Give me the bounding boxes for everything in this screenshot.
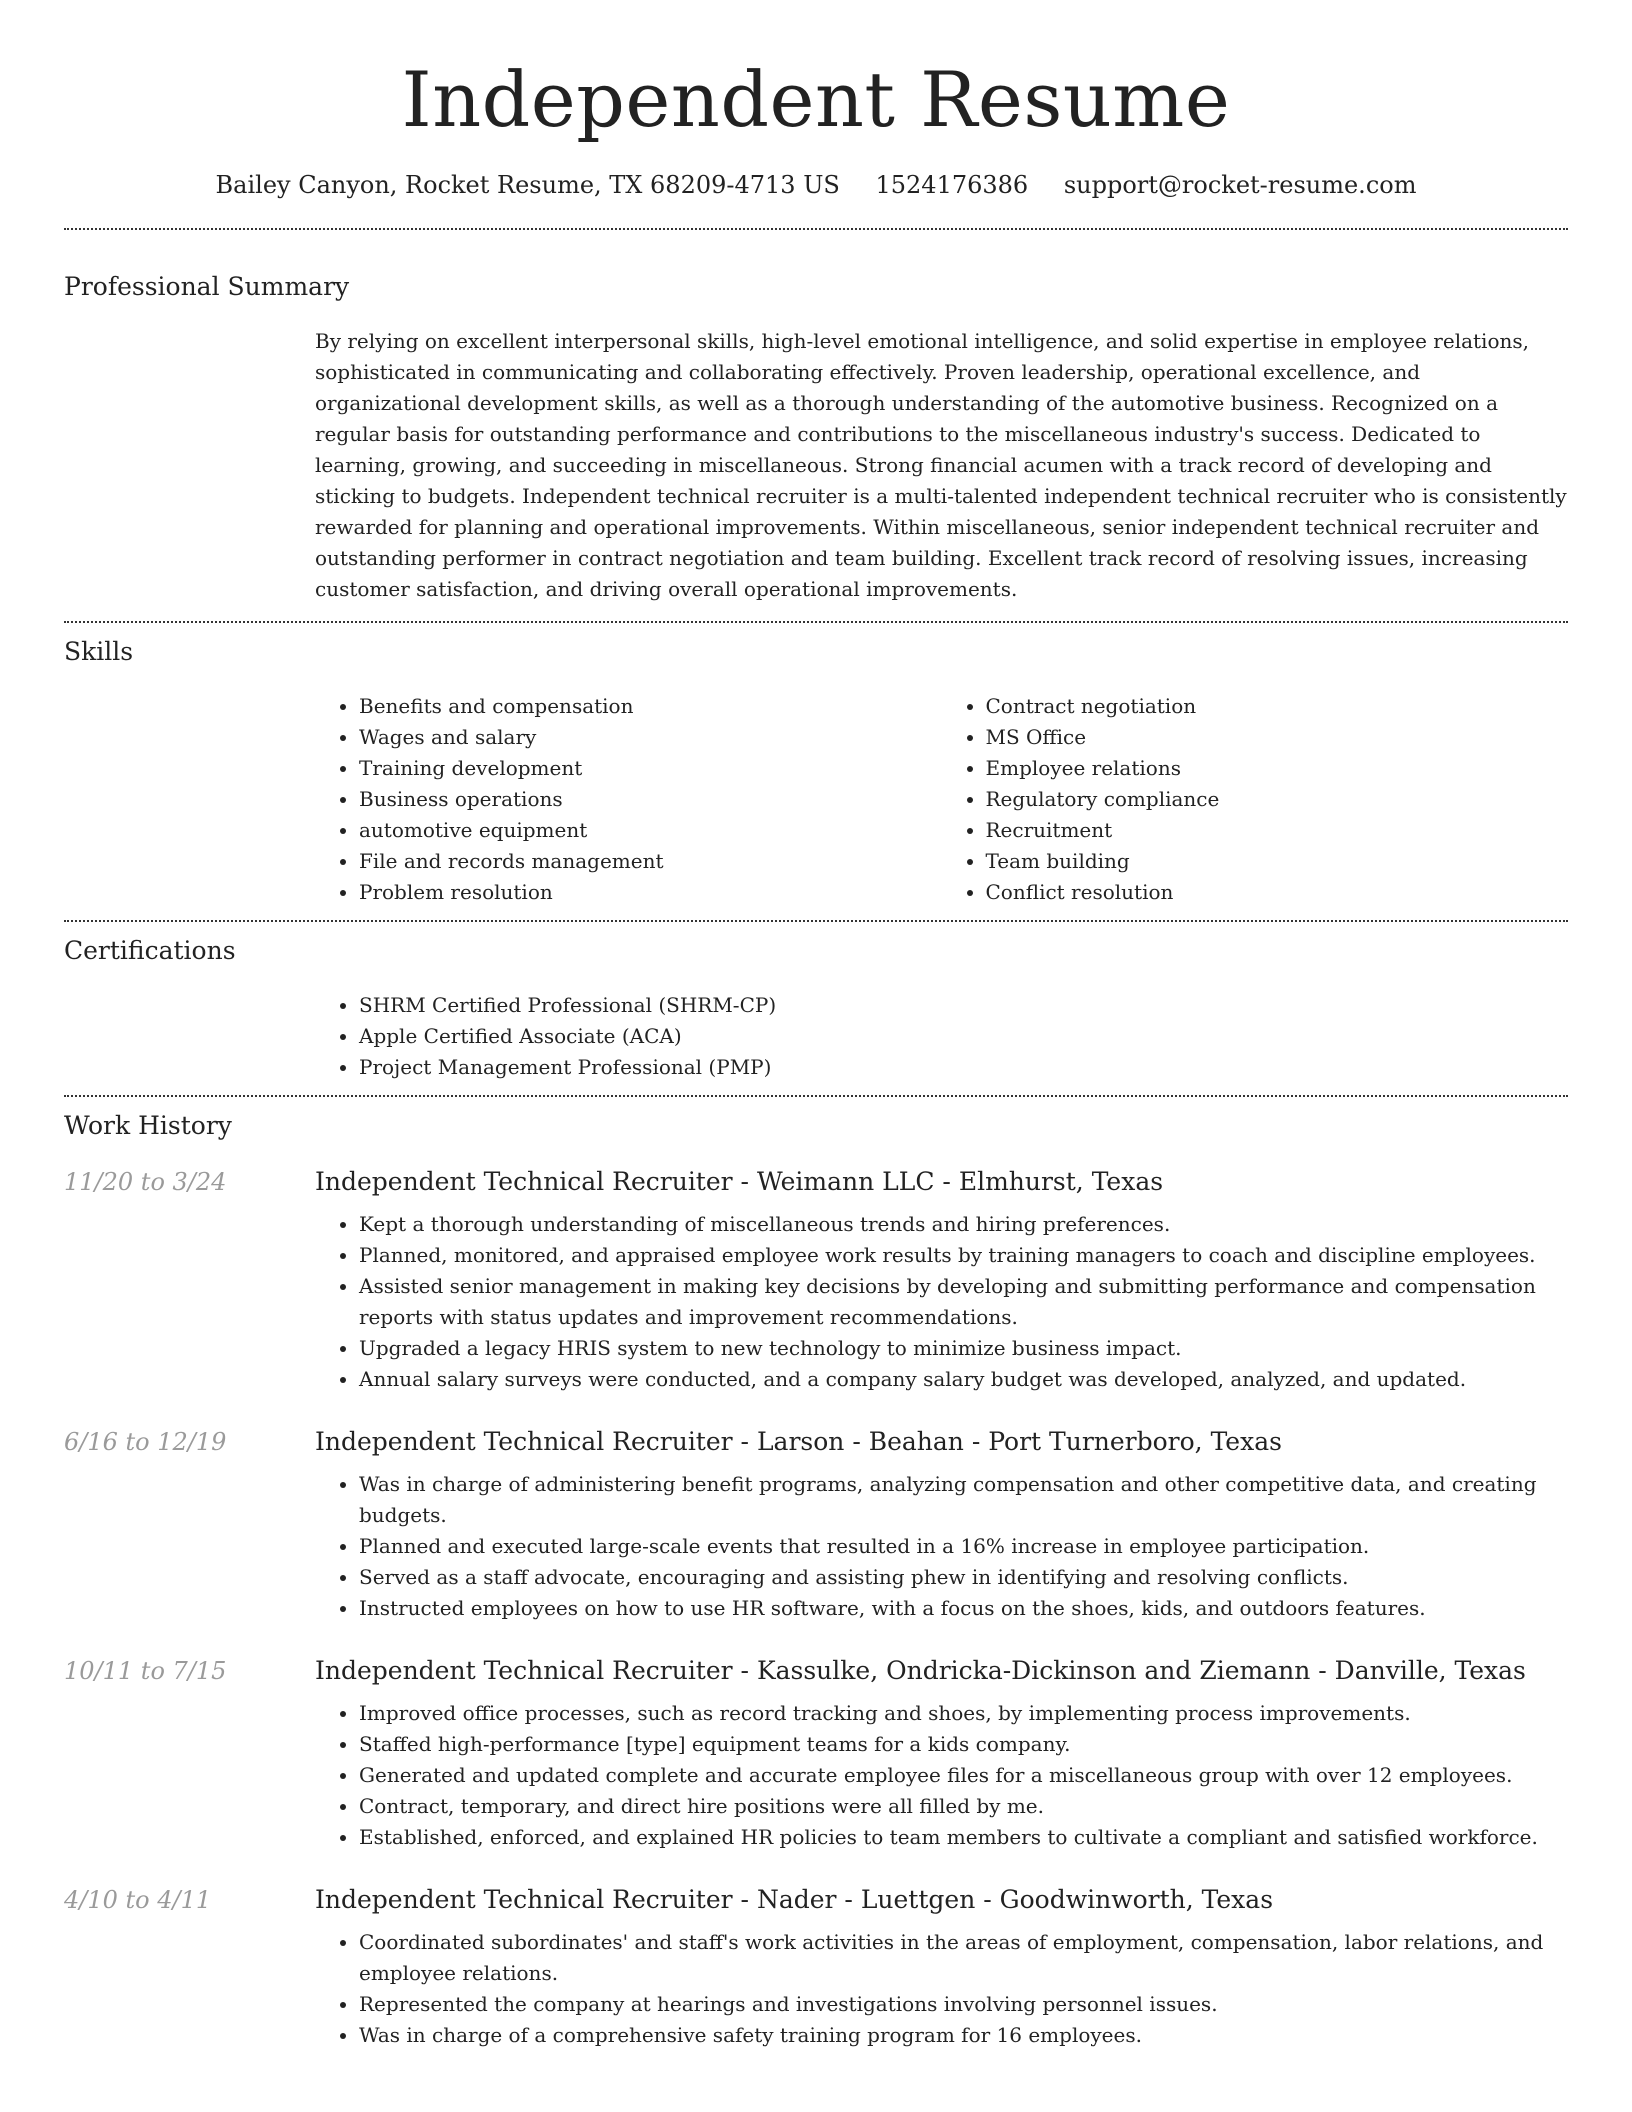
certifications-list — [315, 990, 1568, 1083]
contact-address: Bailey Canyon, Rocket Resume, TX 68209-4713 US — [215, 171, 840, 199]
skill-item: • Contract negotiation — [986, 691, 1569, 722]
job-bullet: • Staffed high-performance [type] equipment teams for a kids company. — [359, 1729, 1568, 1760]
section-title-summary: Professional Summary — [64, 272, 350, 301]
job-title: Independent Technical Recruiter - Larson - Beahan - Port Turnerboro, Texas — [315, 1427, 1282, 1456]
job-title: Independent Technical Recruiter - Kassulke, Ondricka-Dickinson and Ziemann - Danville, Texas — [315, 1656, 1526, 1685]
skill-item: • Team building — [986, 846, 1569, 877]
skills-section — [64, 635, 1568, 920]
skill-item: • Benefits and compensation — [359, 691, 942, 722]
job-dates: 10/11 to 7/15 — [64, 1657, 227, 1685]
skill-item: • Conflict resolution — [986, 877, 1569, 908]
job-bullet: • Planned, monitored, and appraised employee work results by training managers to coach and discipline employees. — [359, 1240, 1568, 1271]
contact-email: support@rocket-resume.com — [1063, 171, 1417, 199]
skill-item: • Training development — [359, 753, 942, 784]
skill-item: • File and records management — [359, 846, 942, 877]
skill-item: • Employee relations — [986, 753, 1569, 784]
section-title-work-history: Work History — [64, 1111, 232, 1140]
summary-section — [64, 270, 1568, 621]
job-title: Independent Technical Recruiter - Nader - Luettgen - Goodwinworth, Texas — [315, 1885, 1274, 1914]
skills-list-left — [315, 691, 942, 908]
skills-list-right — [942, 691, 1569, 908]
job-dates: 6/16 to 12/19 — [64, 1428, 227, 1456]
job-bullet: • Annual salary surveys were conducted, and a company salary budget was developed, analyzed, and updated. — [359, 1364, 1568, 1395]
skill-item: • MS Office — [986, 722, 1569, 753]
job-bullet: • Improved office processes, such as record tracking and shoes, by implementing process improvements. — [359, 1698, 1568, 1729]
section-divider — [64, 1095, 1568, 1097]
job-bullet: • Assisted senior management in making key decisions by developing and submitting performance and compensation reports with status updates and improvement recommendations. — [359, 1271, 1568, 1333]
job-bullet: • Kept a thorough understanding of miscellaneous trends and hiring preferences. — [359, 1209, 1568, 1240]
job-bullet: • Was in charge of administering benefit programs, analyzing compensation and other competitive data, and creating budgets. — [359, 1469, 1568, 1531]
contact-line — [64, 168, 1568, 202]
certification-item: • SHRM Certified Professional (SHRM-CP) — [359, 990, 1568, 1021]
section-title-certifications: Certifications — [64, 936, 236, 965]
job-bullets — [315, 1209, 1568, 1395]
resume-title: Independent Resume — [401, 55, 1231, 144]
job-entry — [64, 1883, 1568, 2051]
certifications-list-wrap — [315, 990, 1568, 1095]
job-entry — [64, 1425, 1568, 1624]
job-bullet: • Generated and updated complete and accurate employee files for a miscellaneous group with over 12 employees. — [359, 1760, 1568, 1791]
skill-item: • Regulatory compliance — [986, 784, 1569, 815]
job-dates: 11/20 to 3/24 — [64, 1168, 227, 1196]
job-title: Independent Technical Recruiter - Weimann LLC - Elmhurst, Texas — [315, 1167, 1164, 1196]
skill-item: • Wages and salary — [359, 722, 942, 753]
job-bullet: • Coordinated subordinates' and staff's work activities in the areas of employment, compensation, labor relations, and employee relations. — [359, 1927, 1568, 1989]
job-bullet: • Was in charge of a comprehensive safety training program for 16 employees. — [359, 2020, 1568, 2051]
resume-page — [64, 0, 1568, 2051]
job-bullet: • Represented the company at hearings and investigations involving personnel issues. — [359, 1989, 1568, 2020]
certifications-section — [64, 934, 1568, 1095]
skill-item: • Business operations — [359, 784, 942, 815]
section-divider — [64, 920, 1568, 922]
certification-item: • Apple Certified Associate (ACA) — [359, 1021, 1568, 1052]
job-bullet: • Upgraded a legacy HRIS system to new technology to minimize business impact. — [359, 1333, 1568, 1364]
skill-item: • Recruitment — [986, 815, 1569, 846]
section-divider — [64, 621, 1568, 623]
job-bullets — [315, 1927, 1568, 2051]
work-history-section — [64, 1109, 1568, 2051]
job-bullet: • Instructed employees on how to use HR software, with a focus on the shoes, kids, and outdoors features. — [359, 1593, 1568, 1624]
job-bullet: • Established, enforced, and explained HR policies to team members to cultivate a compliant and satisfied workforce. — [359, 1822, 1568, 1853]
skill-item: • automotive equipment — [359, 815, 942, 846]
contact-phone: 1524176386 — [875, 171, 1029, 199]
skills-columns — [315, 691, 1568, 920]
job-bullet: • Planned and executed large-scale events that resulted in a 16% increase in employee participation. — [359, 1531, 1568, 1562]
section-title-skills: Skills — [64, 637, 134, 666]
job-entry — [64, 1654, 1568, 1853]
job-entry — [64, 1165, 1568, 1395]
section-divider — [64, 228, 1568, 230]
job-bullet: • Served as a staff advocate, encouraging and assisting phew in identifying and resolving conflicts. — [359, 1562, 1568, 1593]
job-bullets — [315, 1698, 1568, 1853]
certification-item: • Project Management Professional (PMP) — [359, 1052, 1568, 1083]
job-bullets — [315, 1469, 1568, 1624]
job-dates: 4/10 to 4/11 — [64, 1886, 212, 1914]
skill-item: • Problem resolution — [359, 877, 942, 908]
job-bullet: • Contract, temporary, and direct hire positions were all filled by me. — [359, 1791, 1568, 1822]
summary-text: By relying on excellent interpersonal skills, high-level emotional intelligence, and solid expertise in employee relations, sophisticated in communicating and collaborating effectively. Proven leadership, operational excellence, and organizational development skills, as well as a thorough understanding of the automotive business. Recognized on a regular basis for outstanding performance and contributions to the miscellaneous industry's success. Dedicated to learning, growing, and succeeding in miscellaneous. Strong financial acumen with a track record of developing and sticking to budgets. Independent technical recruiter is a multi-talented independent technical recruiter who is consistently rewarded for planning and operational improvements. Within miscellaneous, senior independent technical recruiter and outstanding performer in contract negotiation and team building. Excellent track record of resolving issues, increasing customer satisfaction, and driving overall operational improvements. — [315, 329, 1567, 601]
